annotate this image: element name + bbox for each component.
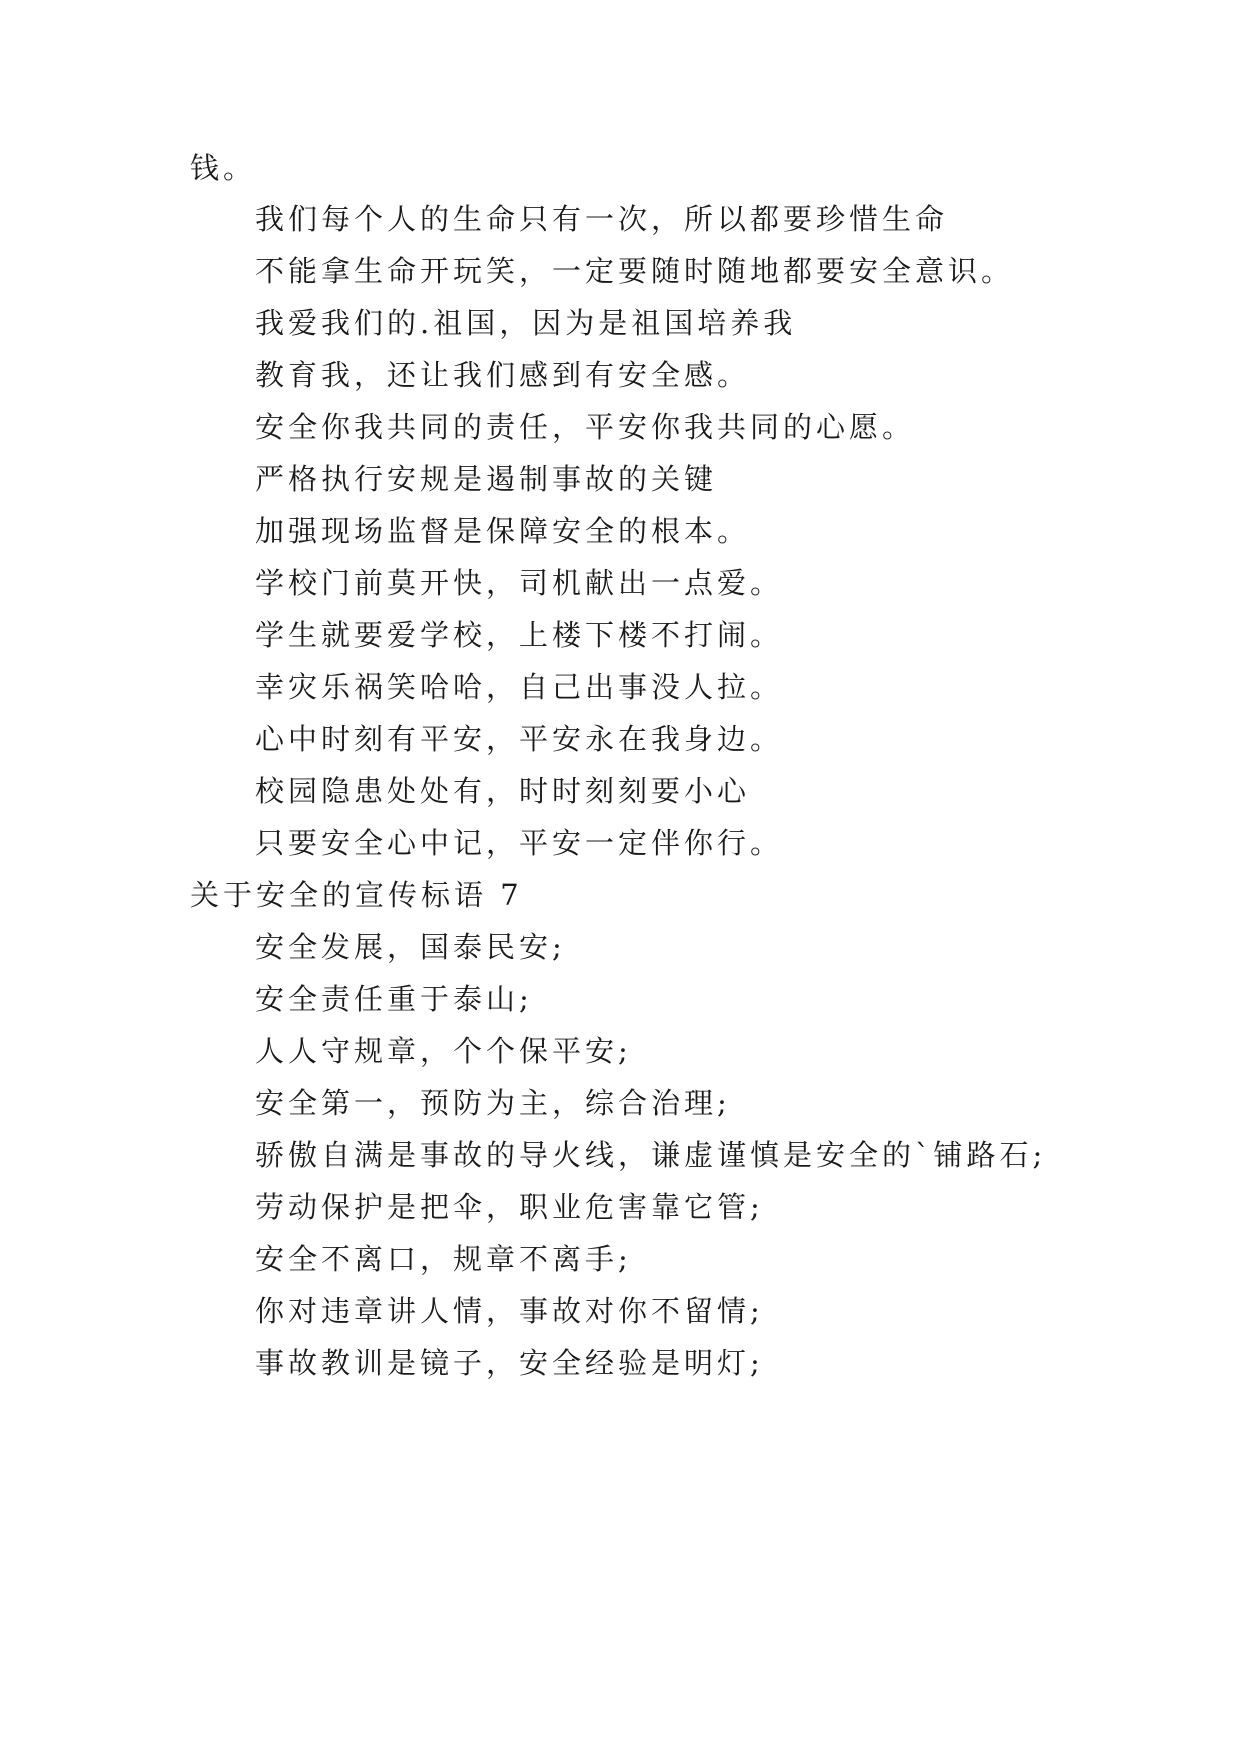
section-heading: 关于安全的宣传标语 7 (190, 878, 523, 912)
text-line: 事故教训是镜子，安全经验是明灯; (255, 1346, 764, 1380)
text-line: 人人守规章，个个保平安; (255, 1034, 632, 1068)
text-line: 你对违章讲人情，事故对你不留情; (255, 1294, 764, 1328)
text-line: 安全发展，国泰民安; (255, 930, 566, 964)
text-line: 心中时刻有平安，平安永在我身边。 (255, 722, 784, 756)
text-line: 安全责任重于泰山; (255, 982, 533, 1016)
text-line: 劳动保护是把伞，职业危害靠它管; (255, 1190, 764, 1224)
text-line: 安全你我共同的责任，平安你我共同的心愿。 (255, 410, 916, 444)
text-line: 校园隐患处处有，时时刻刻要小心 (255, 774, 751, 808)
text-line: 骄傲自满是事故的导火线，谦虚谨慎是安全的`铺路石; (255, 1138, 1047, 1172)
text-line: 我们每个人的生命只有一次，所以都要珍惜生命 (255, 202, 949, 236)
text-line: 钱。 (190, 151, 257, 185)
text-line: 不能拿生命开玩笑，一定要随时随地都要安全意识。 (255, 254, 1015, 288)
text-line: 只要安全心中记，平安一定伴你行。 (255, 826, 784, 860)
text-line: 安全不离口，规章不离手; (255, 1242, 632, 1276)
text-line: 教育我，还让我们感到有安全感。 (255, 358, 751, 392)
text-line: 我爱我们的.祖国，因为是祖国培养我 (255, 306, 797, 340)
text-line: 加强现场监督是保障安全的根本。 (255, 514, 751, 548)
text-line: 学生就要爱学校，上楼下楼不打闹。 (255, 618, 784, 652)
text-line: 安全第一，预防为主，综合治理; (255, 1086, 731, 1120)
text-line: 严格执行安规是遏制事故的关键 (255, 462, 718, 496)
text-line: 幸灾乐祸笑哈哈，自己出事没人拉。 (255, 670, 784, 704)
text-line: 学校门前莫开快，司机献出一点爱。 (255, 566, 784, 600)
